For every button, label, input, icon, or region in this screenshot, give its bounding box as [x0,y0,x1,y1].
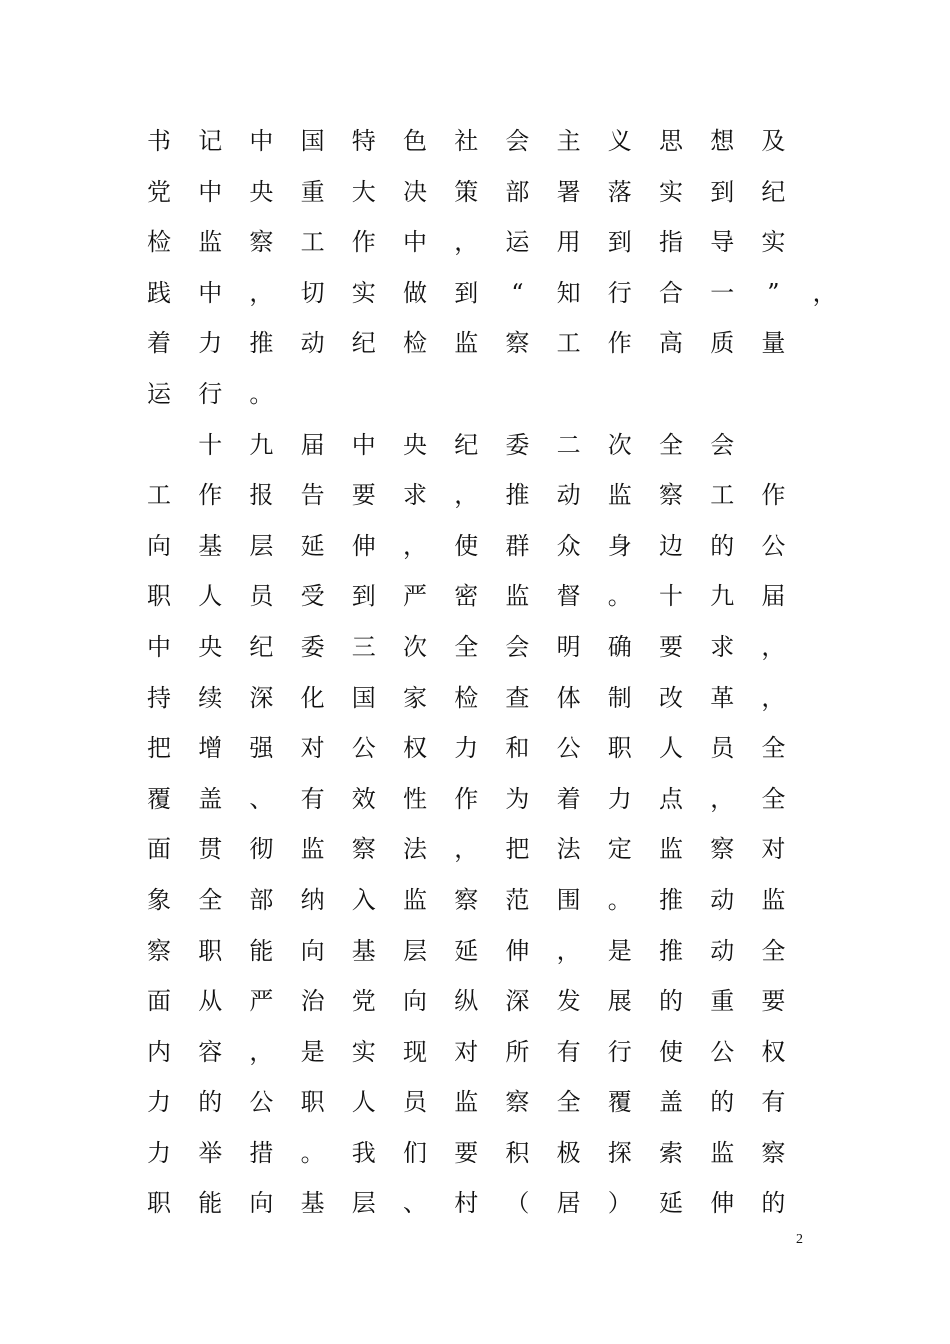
text-char: 改 [659,683,683,712]
text-char: 从 [198,987,223,1016]
text-char: 会 [505,127,530,155]
text-char: 们 [403,1138,427,1167]
text-char: ） [607,1189,632,1218]
text-char: 决 [403,177,427,206]
text-char: 特 [351,127,376,155]
text-char: 对 [300,734,325,763]
text-char: 践 [147,278,171,307]
text-char: 员 [710,734,735,763]
text-char: 向 [300,936,325,965]
text-char: 性 [403,784,427,813]
text-char: 彻 [249,835,274,864]
text-char: 推 [505,481,530,510]
text-char: 察 [351,835,376,864]
text-char: 监 [659,835,683,864]
text-char: 力 [607,784,632,813]
text-char: 要 [351,481,376,510]
text-char: 向 [147,531,171,560]
text-char: 监 [454,329,479,358]
text-char: 动 [300,329,325,358]
text-char: 。 [249,379,274,408]
text-char: 贯 [198,835,223,864]
text-char: 员 [249,582,274,611]
text-char: ， [710,784,735,813]
text-char: 职 [607,734,632,763]
text-char: 届 [761,582,786,611]
text-char: ， [761,632,786,661]
text-char: 思 [659,127,683,155]
text-char: 公 [249,1088,274,1117]
text-char: 的 [659,987,683,1016]
text-char: 社 [454,127,479,155]
text-char: 央 [403,430,427,459]
text-char: 体 [556,683,581,712]
text-char: 公 [556,734,581,763]
text-char: 要 [761,987,786,1016]
text-char: 的 [198,1088,223,1117]
text-char: 察 [761,1138,786,1167]
text-char: 点 [659,784,683,813]
text-char: 及 [761,127,786,155]
text-char: 一 [710,278,735,307]
text-char: 法 [556,835,581,864]
text-char: 察 [710,835,735,864]
text-char: 的 [761,1189,786,1218]
text-char: 措 [249,1138,274,1167]
text-char: 延 [454,936,479,965]
text-char: 延 [300,531,325,560]
text-char: 力 [147,1088,171,1117]
text-char: 检 [454,683,479,712]
text-char: 现 [403,1037,427,1066]
text-char: 索 [659,1138,683,1167]
text-char: 察 [505,329,530,358]
text-char: 对 [454,1037,479,1066]
text-char: 央 [249,177,274,206]
text-char: 群 [505,531,530,560]
text-char: 职 [147,582,171,611]
text-char: 央 [198,632,223,661]
text-char: 盖 [198,784,223,813]
text-char: 动 [710,936,735,965]
text-char: 三 [351,632,376,661]
text-char: 作 [351,228,376,257]
text-char: ， [454,835,479,864]
text-char: 量 [761,329,786,358]
text-char: 作 [607,329,632,358]
text-char: 求 [403,481,427,510]
text-char: 制 [607,683,632,712]
text-char: 家 [403,683,427,712]
text-char: 动 [710,885,735,914]
text-char: 策 [454,177,479,206]
text-char: 纪 [351,329,376,358]
text-char: 察 [505,1088,530,1117]
text-char: 导 [710,228,735,257]
text-char: 全 [659,430,683,459]
text-char: 覆 [147,784,171,813]
text-char: 重 [300,177,325,206]
text-char: 工 [147,481,171,510]
text-char: 动 [556,481,581,510]
text-char: 伸 [351,531,376,560]
text-char: 。 [607,582,632,611]
text-char: 村 [454,1189,479,1218]
text-char: 监 [505,582,530,611]
text-char: 为 [505,784,530,813]
text-char: 确 [607,632,632,661]
text-char: 要 [659,632,683,661]
text-char: 是 [300,1037,325,1066]
text-char: 革 [710,683,735,712]
text-char: 全 [761,936,786,965]
text-char: 深 [505,987,530,1016]
text-char: 、 [403,1189,427,1218]
text-char: 到 [710,177,735,206]
text-char: 实 [659,177,683,206]
text-char: 质 [710,329,735,358]
text-char: 纪 [249,632,274,661]
text-char: 容 [198,1037,223,1066]
text-char: 有 [761,1088,786,1117]
text-char: 做 [403,278,427,307]
text-char: 中 [198,278,223,307]
text-char: 九 [710,582,735,611]
text-char: 大 [351,177,376,206]
text-char: 全 [198,885,223,914]
text-char: 公 [710,1037,735,1066]
text-char: 着 [556,784,581,813]
text-char: 全 [761,784,786,813]
text-char: 伸 [710,1189,735,1218]
text-char: 记 [198,127,223,155]
text-char: 面 [147,987,171,1016]
text-char: 委 [505,430,530,459]
text-char: 次 [403,632,427,661]
text-char: 积 [505,1138,530,1167]
text-char: 会 [710,430,735,459]
text-char: ， [403,531,427,560]
text-char: ， [249,1037,274,1066]
text-char: 全 [454,632,479,661]
text-char: （ [505,1189,530,1218]
text-char: 有 [556,1037,581,1066]
text-char: 对 [761,835,786,864]
text-char: 察 [249,228,274,257]
text-char: 察 [454,885,479,914]
text-char: 是 [607,936,632,965]
text-char: 持 [147,683,171,712]
text-char: 权 [403,734,427,763]
text-char: 报 [249,481,274,510]
text-char: 延 [659,1189,683,1218]
text-char: 监 [403,885,427,914]
text-char: 监 [300,835,325,864]
text-char: 委 [300,632,325,661]
text-char: 使 [659,1037,683,1066]
text-char: 工 [556,329,581,358]
text-char: 力 [198,329,223,358]
text-char: 高 [659,329,683,358]
text-char: 。 [300,1138,325,1167]
text-char: 着 [147,329,171,358]
text-char: 届 [300,430,325,459]
text-char: ， [812,278,837,307]
text-char: 切 [300,278,325,307]
text-char: 化 [300,683,325,712]
text-char: 运 [147,379,171,408]
text-char: 作 [761,481,786,510]
text-char: 定 [607,835,632,864]
text-char: 国 [300,127,325,155]
text-char: 人 [351,1088,376,1117]
text-char: 、 [249,784,274,813]
text-char: 党 [351,987,376,1016]
text-char: 力 [147,1138,171,1167]
text-char: 基 [300,1189,325,1218]
text-char: 发 [556,987,581,1016]
text-char: 监 [607,481,632,510]
text-char: 纵 [454,987,479,1016]
text-char: 有 [300,784,325,813]
text-char: 所 [505,1037,530,1066]
text-char: 覆 [607,1088,632,1117]
text-char: 职 [300,1088,325,1117]
text-char: 把 [505,835,530,864]
text-char: 全 [761,734,786,763]
text-char: 要 [454,1138,479,1167]
text-char: ， [454,481,479,510]
text-char: 合 [659,278,683,307]
text-char: ， [249,278,274,307]
text-char: 中 [249,127,274,155]
text-char: 入 [351,885,376,914]
text-char: 行 [607,278,632,307]
text-char: ， [761,683,786,712]
text-char: 实 [351,1037,376,1066]
text-char: 员 [403,1088,427,1117]
text-char: 部 [505,177,530,206]
text-char: 落 [607,177,632,206]
text-char: 监 [454,1088,479,1117]
text-char: 书 [147,127,171,155]
text-char: 署 [556,177,581,206]
text-char: 推 [659,885,683,914]
text-char: 作 [198,481,223,510]
text-char: 向 [403,987,427,1016]
text-char: 实 [351,278,376,307]
text-char: 我 [351,1138,376,1167]
text-char: 严 [249,987,274,1016]
text-char: 次 [607,430,632,459]
text-char: 探 [607,1138,632,1167]
text-char: 面 [147,835,171,864]
text-char: 法 [403,835,427,864]
text-char: 监 [761,885,786,914]
text-char: 党 [147,177,171,206]
text-char: 检 [147,228,171,257]
text-char: ” [767,278,780,307]
text-char: 色 [403,127,427,155]
text-char: 治 [300,987,325,1016]
text-char: 推 [659,936,683,965]
text-char: 向 [249,1189,274,1218]
text-char: 中 [147,632,171,661]
text-char: 极 [556,1138,581,1167]
text-char: 的 [710,531,735,560]
text-char: 强 [249,734,274,763]
text-char: 展 [607,987,632,1016]
text-char: 求 [710,632,735,661]
text-char: 使 [454,531,479,560]
text-char: 行 [607,1037,632,1066]
text-char: 能 [198,1189,223,1218]
text-char: 检 [403,329,427,358]
text-char: 监 [198,228,223,257]
text-char: 告 [300,481,325,510]
text-char: 职 [147,1189,171,1218]
text-char: 主 [556,127,581,155]
text-char: 身 [607,531,632,560]
text-char: 增 [198,734,223,763]
text-char: 义 [607,127,632,155]
text-char: 职 [198,936,223,965]
text-char: 续 [198,683,223,712]
text-char: 行 [198,379,223,408]
text-char: 中 [198,177,223,206]
text-char: 到 [351,582,376,611]
text-char: 实 [761,228,786,257]
text-char: 督 [556,582,581,611]
text-char: 内 [147,1037,171,1066]
text-char: 。 [607,885,632,914]
text-char: 纪 [454,430,479,459]
text-char: 象 [147,885,171,914]
text-char: 推 [249,329,274,358]
text-char: 查 [505,683,530,712]
text-char: 想 [710,127,735,155]
text-char: 围 [556,885,581,914]
text-char: 监 [710,1138,735,1167]
text-char: 的 [710,1088,735,1117]
text-char: 用 [556,228,581,257]
text-char: 深 [249,683,274,712]
text-char: 力 [454,734,479,763]
text-char: 公 [761,531,786,560]
text-char: 工 [710,481,735,510]
text-char: 二 [556,430,581,459]
text-char: 十 [198,430,223,459]
text-char: 人 [198,582,223,611]
text-char: 基 [198,531,223,560]
text-char: 举 [198,1138,223,1167]
text-char: 明 [556,632,581,661]
text-char: 察 [147,936,171,965]
text-char: 到 [454,278,479,307]
text-char: 国 [351,683,376,712]
text-char: 公 [351,734,376,763]
text-char: 运 [505,228,530,257]
text-char: 能 [249,936,274,965]
text-char: 察 [659,481,683,510]
text-char: 众 [556,531,581,560]
text-char: 和 [505,734,530,763]
text-char: 人 [659,734,683,763]
text-char: 效 [351,784,376,813]
text-char: 权 [761,1037,786,1066]
text-char: 受 [300,582,325,611]
text-char: 中 [351,430,376,459]
text-char: 严 [403,582,427,611]
text-char: 伸 [505,936,530,965]
text-char: ， [454,228,479,257]
text-char: 边 [659,531,683,560]
text-char: 九 [249,430,274,459]
text-char: 纪 [761,177,786,206]
text-char: 层 [403,936,427,965]
text-char: 纳 [300,885,325,914]
text-char: 部 [249,885,274,914]
text-char: 工 [300,228,325,257]
text-char: 知 [556,278,581,307]
text-char: 会 [505,632,530,661]
text-char: 全 [556,1088,581,1117]
text-char: 密 [454,582,479,611]
text-char: 基 [351,936,376,965]
text-char: 层 [249,531,274,560]
text-char: 指 [659,228,683,257]
text-char: 重 [710,987,735,1016]
text-char: 作 [454,784,479,813]
text-char: 到 [607,228,632,257]
text-char: ， [556,936,581,965]
text-char: 层 [351,1189,376,1218]
text-char: 居 [556,1189,581,1218]
page-number: 2 [796,1232,803,1247]
text-char: 盖 [659,1088,683,1117]
text-char: 中 [403,228,427,257]
text-char: 十 [659,582,683,611]
text-char: “ [511,278,524,307]
text-char: 范 [505,885,530,914]
text-char: 把 [147,734,171,763]
